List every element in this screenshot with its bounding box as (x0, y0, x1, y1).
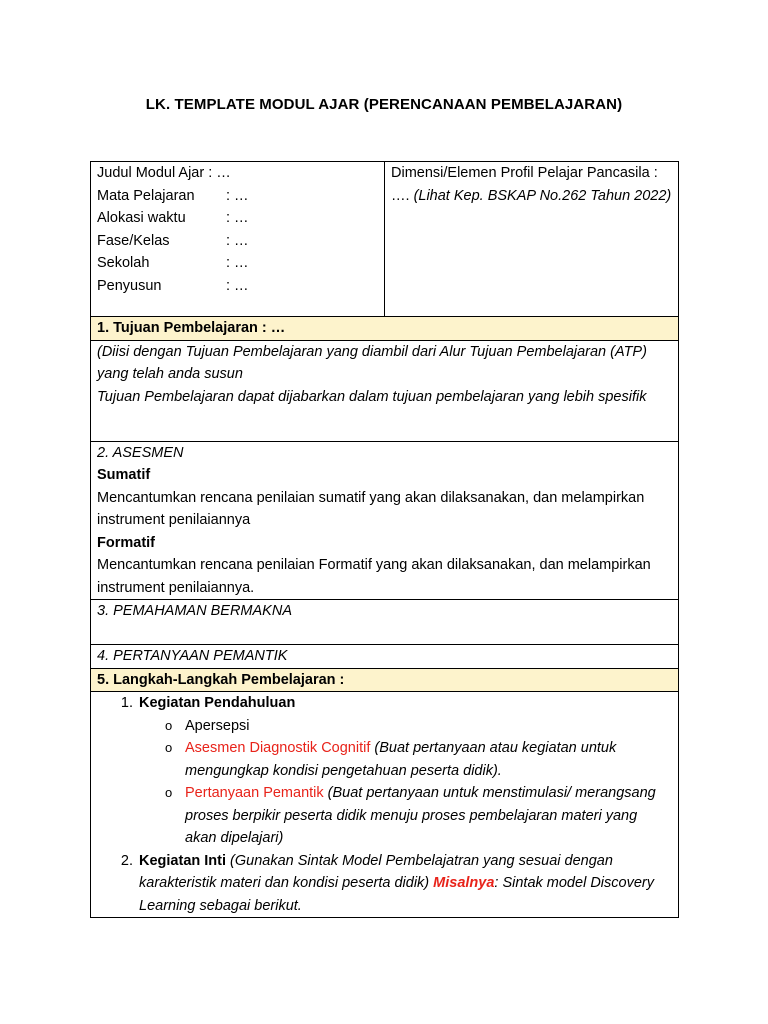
langkah-body-row (91, 692, 679, 918)
document-title: LK. TEMPLATE MODUL AJAR (PERENCANAAN PEMBELAJARAN) (145, 96, 623, 113)
pertanyaan-row (91, 645, 679, 669)
apersepsi-text: Apersepsi (185, 717, 250, 734)
steps-list (91, 692, 672, 917)
pendahuluan-title: Kegiatan Pendahuluan (139, 695, 296, 711)
tujuan-heading: 1. Tujuan Pembelajaran : … (91, 317, 679, 341)
sub-item-pertanyaan-pemantik (165, 782, 672, 850)
field-label: Fase/Kelas (97, 232, 170, 249)
field-sep: : … (226, 277, 249, 294)
field-label: Penyusun (97, 277, 162, 294)
tujuan-body[interactable] (91, 340, 679, 441)
field-label: Judul Modul Ajar (97, 165, 205, 181)
sub-item-apersepsi (165, 715, 672, 738)
field-sep: : … (208, 165, 231, 181)
field-label: Sekolah (97, 255, 150, 271)
langkah-heading: 5. Langkah-Langkah Pembelajaran : (91, 668, 679, 692)
pemahaman-heading[interactable]: 3. PEMAHAMAN BERMAKNA (91, 600, 679, 645)
field-sep: : … (226, 210, 249, 226)
field-sep: : … (226, 232, 249, 249)
profil-pelajar-cell[interactable] (385, 162, 679, 317)
identity-fields-cell (91, 162, 385, 317)
pertanyaan-heading[interactable]: 4. PERTANYAAN PEMANTIK (91, 645, 679, 669)
tujuan-line-2: Tujuan Pembelajaran dapat dijabarkan dalam tujuan pembelajaran yang lebih spesifik (97, 388, 647, 405)
langkah-body[interactable] (91, 692, 679, 918)
formatif-label: Formatif (97, 534, 155, 551)
pemahaman-row (91, 600, 679, 645)
step-pendahuluan (137, 692, 672, 850)
modul-ajar-form (90, 161, 678, 918)
field-sep: : … (226, 255, 249, 271)
misalnya-label: Misalnya (433, 875, 495, 891)
asesmen-cell[interactable] (91, 441, 679, 600)
field-sekolah[interactable] (97, 252, 378, 275)
pemantik-text: Pertanyaan Pemantik (185, 785, 324, 801)
field-penyusun[interactable] (97, 275, 378, 298)
asesmen-row (91, 441, 679, 600)
pendahuluan-sublist (139, 715, 672, 850)
tujuan-body-row (91, 340, 679, 441)
step-inti (137, 850, 672, 918)
profil-label: Dimensi/Elemen Profil Pelajar Pancasila : …. (391, 165, 658, 204)
field-label: Alokasi waktu (97, 210, 186, 226)
field-judul[interactable] (97, 162, 378, 185)
sumatif-text: Mencantumkan rencana penilaian sumatif yang akan dilaksanakan, dan melampirkan instrument penilaiannya (97, 489, 645, 528)
field-sep: : … (226, 187, 249, 204)
sub-item-asesmen-diagnostik (165, 737, 672, 782)
inti-title: Kegiatan Inti (139, 852, 227, 869)
identity-row (91, 162, 679, 317)
pemantik-note: (Buat pertanyaan untuk menstimulasi/ merangsang proses berpikir peserta didik menuju proses pembelajaran materi yang akan dipelajari) (185, 785, 656, 846)
profil-note: (Lihat Kep. BSKAP No.262 Tahun 2022) (413, 187, 672, 204)
asesmen-heading: 2. ASESMEN (97, 444, 184, 461)
asesmen-diagnostik-note: (Buat pertanyaan atau kegiatan untuk mengungkap kondisi pengetahuan peserta didik). (185, 740, 617, 779)
tujuan-line-1: (Diisi dengan Tujuan Pembelajaran yang diambil dari Alur Tujuan Pembelajaran (ATP) yang telah anda susun (97, 343, 647, 382)
inti-note: (Gunakan Sintak Model Pembelajatran yang sesuai dengan karakteristik materi dan kondisi peserta didik) (139, 852, 613, 891)
field-alokasi-waktu[interactable] (97, 207, 378, 230)
inti-tail: : Sintak model Discovery Learning sebagai berikut. (139, 875, 654, 914)
field-mata-pelajaran[interactable] (97, 185, 378, 208)
field-fase-kelas[interactable] (97, 230, 378, 253)
asesmen-diagnostik-text: Asesmen Diagnostik Cognitif (185, 740, 371, 756)
formatif-text: Mencantumkan rencana penilaian Formatif yang akan dilaksanakan, dan melampirkan instrument penilaiannya. (97, 557, 651, 596)
langkah-heading-row (91, 668, 679, 692)
tujuan-heading-row (91, 317, 679, 341)
sumatif-label: Sumatif (97, 467, 151, 483)
field-label: Mata Pelajaran (97, 187, 195, 204)
template-table (90, 161, 679, 918)
